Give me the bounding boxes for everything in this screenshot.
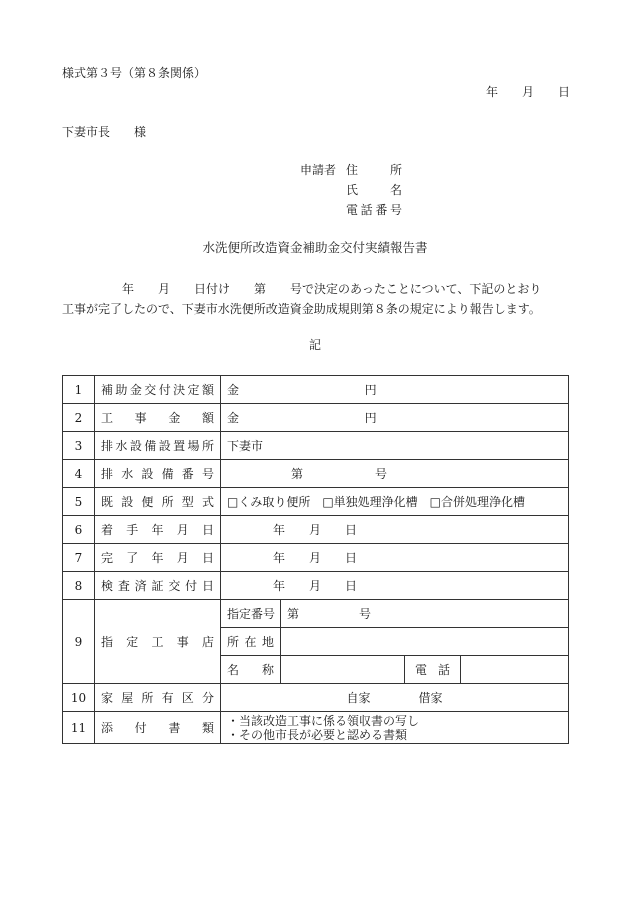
completion-date-cell[interactable]: 年 月 日	[221, 544, 569, 572]
amount-suffix: 円	[364, 383, 377, 397]
row-number: 1	[63, 376, 95, 404]
row-label: 排水設備番号	[95, 460, 221, 488]
subsidy-amount-cell[interactable]	[221, 376, 569, 404]
row-label: 既設便所型式	[95, 488, 221, 516]
name-label: 名称	[221, 656, 281, 684]
inspection-date-cell[interactable]: 年 月 日	[221, 572, 569, 600]
ki-heading: 記	[308, 338, 321, 352]
location-cell[interactable]	[281, 628, 569, 656]
row-label: 家屋所有区分	[95, 684, 221, 712]
row-number: 6	[63, 516, 95, 544]
row-number: 10	[63, 684, 95, 712]
table-row	[63, 572, 569, 600]
ownership-cell[interactable]: 自家 借家	[221, 684, 569, 712]
row-number: 7	[63, 544, 95, 572]
applicant-name-label: 氏 名	[346, 183, 402, 197]
row-number: 5	[63, 488, 95, 516]
table-row	[63, 712, 569, 744]
attachment-item: ・当該改造工事に係る領収書の写し	[227, 713, 420, 728]
document-title: 水洗便所改造資金補助金交付実績報告書	[202, 240, 428, 255]
name-cell[interactable]	[281, 656, 405, 684]
table-row	[63, 460, 569, 488]
row-label: 指定工事店	[95, 600, 221, 684]
table-row	[63, 600, 569, 628]
applicant-block	[300, 163, 402, 223]
table-row	[63, 432, 569, 460]
applicant-address-label: 住 所	[346, 163, 402, 177]
amount-prefix: 金	[227, 383, 240, 397]
toilet-type-options[interactable]: □くみ取り便所 □単独処理浄化槽 □合併処理浄化槽	[221, 488, 569, 516]
table-row	[63, 544, 569, 572]
row-label: 排水設備設置場所	[95, 432, 221, 460]
amount-prefix: 金	[227, 411, 240, 425]
start-date-cell[interactable]: 年 月 日	[221, 516, 569, 544]
amount-suffix: 円	[364, 411, 377, 425]
designation-number-label: 指定番号	[221, 600, 281, 628]
phone-cell[interactable]	[461, 656, 569, 684]
attachment-item: ・その他市長が必要と認める書類	[227, 727, 408, 742]
date-line: 年 月 日	[485, 85, 570, 99]
applicant-label: 申請者	[300, 163, 337, 177]
row-number: 3	[63, 432, 95, 460]
applicant-phone-label: 電話番号	[346, 203, 402, 217]
row-number: 9	[63, 600, 95, 684]
row-label: 添付書類	[95, 712, 221, 744]
row-label: 工事金額	[95, 404, 221, 432]
designation-number-cell[interactable]: 第 号	[281, 600, 569, 628]
drainage-location-cell[interactable]: 下妻市	[221, 432, 569, 460]
row-number: 4	[63, 460, 95, 488]
row-label: 完了年月日	[95, 544, 221, 572]
report-table	[62, 375, 569, 744]
form-number: 様式第３号（第８条関係）	[62, 66, 207, 80]
row-number: 2	[63, 404, 95, 432]
table-row	[63, 684, 569, 712]
row-label: 補助金交付決定額	[95, 376, 221, 404]
body-line-1: 年 月 日付け 第 号で決定のあったことについて、下記のとおり	[62, 282, 542, 296]
body-line-2: 工事が完了したので、下妻市水洗便所改造資金助成規則第８条の規定により報告します。	[62, 302, 541, 316]
location-label: 所在地	[221, 628, 281, 656]
attachments-cell	[221, 712, 569, 744]
table-row	[63, 488, 569, 516]
construction-amount-cell[interactable]	[221, 404, 569, 432]
table-row	[63, 516, 569, 544]
row-label: 検査済証交付日	[95, 572, 221, 600]
table-row	[63, 404, 569, 432]
row-number: 8	[63, 572, 95, 600]
row-label: 着手年月日	[95, 516, 221, 544]
body-text	[62, 279, 572, 319]
drainage-number-cell[interactable]: 第 号	[221, 460, 569, 488]
addressee: 下妻市長 様	[62, 125, 147, 139]
table-row	[63, 376, 569, 404]
row-number: 11	[63, 712, 95, 744]
phone-label: 電話	[405, 656, 461, 684]
